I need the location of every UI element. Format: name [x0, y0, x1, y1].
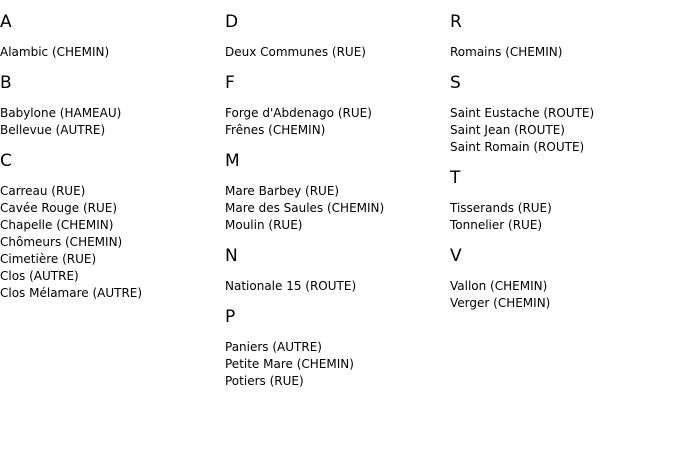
street-link[interactable]: Verger (CHEMIN) — [450, 296, 551, 310]
street-list — [225, 183, 450, 234]
street-link[interactable]: Deux Communes (RUE) — [225, 45, 366, 59]
street-list — [450, 278, 675, 312]
street-list-item — [0, 105, 225, 122]
street-list-item — [0, 268, 225, 285]
street-list-item — [225, 217, 450, 234]
street-list-item — [450, 44, 675, 61]
letter-group — [225, 307, 450, 390]
street-link[interactable]: Nationale 15 (ROUTE) — [225, 279, 357, 293]
street-list-item — [225, 373, 450, 390]
street-link[interactable]: Potiers (RUE) — [225, 374, 304, 388]
index-column — [0, 0, 225, 314]
street-link[interactable]: Bellevue (AUTRE) — [0, 123, 106, 137]
street-link[interactable]: Saint Eustache (ROUTE) — [450, 106, 595, 120]
street-list-item — [450, 122, 675, 139]
street-link[interactable]: Vallon (CHEMIN) — [450, 279, 548, 293]
letter-heading: R — [450, 12, 462, 32]
street-list — [0, 44, 225, 61]
street-list — [450, 44, 675, 61]
street-link[interactable]: Romains (CHEMIN) — [450, 45, 563, 59]
letter-heading: M — [225, 151, 240, 171]
street-link[interactable]: Petite Mare (CHEMIN) — [225, 357, 354, 371]
street-list-item — [225, 278, 450, 295]
letter-heading: P — [225, 307, 236, 327]
street-list-item — [225, 183, 450, 200]
street-link[interactable]: Paniers (AUTRE) — [225, 340, 322, 354]
street-list-item — [225, 122, 450, 139]
street-list-item — [0, 217, 225, 234]
street-list-item — [0, 285, 225, 302]
letter-group — [0, 151, 225, 302]
street-link[interactable]: Carreau (RUE) — [0, 184, 86, 198]
street-list-item — [450, 139, 675, 156]
street-list — [450, 105, 675, 156]
letter-heading: A — [0, 12, 12, 32]
letter-heading: C — [0, 151, 12, 171]
letter-heading: T — [450, 168, 461, 188]
letter-group — [450, 246, 675, 312]
street-link[interactable]: Frênes (CHEMIN) — [225, 123, 326, 137]
street-list-item — [450, 105, 675, 122]
street-list-item — [0, 122, 225, 139]
street-list-item — [450, 217, 675, 234]
street-list-item — [225, 105, 450, 122]
street-list-item — [225, 356, 450, 373]
street-link[interactable]: Babylone (HAMEAU) — [0, 106, 122, 120]
street-link[interactable]: Alambic (CHEMIN) — [0, 45, 110, 59]
letter-group — [225, 151, 450, 234]
index-column — [225, 0, 450, 402]
street-link[interactable]: Cavée Rouge (RUE) — [0, 201, 118, 215]
letter-group — [450, 73, 675, 156]
street-link[interactable]: Tisserands (RUE) — [450, 201, 552, 215]
street-list-item — [0, 251, 225, 268]
letter-group — [450, 12, 675, 61]
street-list-item — [450, 200, 675, 217]
street-link[interactable]: Cimetière (RUE) — [0, 252, 97, 266]
street-link[interactable]: Clos (AUTRE) — [0, 269, 79, 283]
street-link[interactable]: Mare des Saules (CHEMIN) — [225, 201, 385, 215]
street-link[interactable]: Chômeurs (CHEMIN) — [0, 235, 123, 249]
street-list-item — [0, 183, 225, 200]
street-list — [225, 105, 450, 139]
letter-group — [450, 168, 675, 234]
letter-group — [0, 73, 225, 139]
street-list — [450, 200, 675, 234]
letter-group — [225, 73, 450, 139]
letter-heading: V — [450, 246, 462, 266]
letter-group — [225, 12, 450, 61]
street-list — [0, 105, 225, 139]
street-list — [0, 183, 225, 302]
street-link[interactable]: Clos Mélamare (AUTRE) — [0, 286, 143, 300]
street-list-item — [225, 339, 450, 356]
street-link[interactable]: Saint Jean (ROUTE) — [450, 123, 565, 137]
street-list-item — [0, 234, 225, 251]
street-list — [225, 278, 450, 295]
street-list-item — [225, 200, 450, 217]
street-list-item — [0, 200, 225, 217]
street-link[interactable]: Mare Barbey (RUE) — [225, 184, 340, 198]
street-link[interactable]: Forge d'Abdenago (RUE) — [225, 106, 372, 120]
street-list-item — [0, 44, 225, 61]
letter-group — [0, 12, 225, 61]
street-list — [225, 339, 450, 390]
letter-heading: S — [450, 73, 461, 93]
letter-heading: D — [225, 12, 239, 32]
letter-group — [225, 246, 450, 295]
street-list-item — [450, 278, 675, 295]
street-list — [225, 44, 450, 61]
street-link[interactable]: Tonnelier (RUE) — [450, 218, 543, 232]
street-link[interactable]: Moulin (RUE) — [225, 218, 303, 232]
street-list-item — [450, 295, 675, 312]
street-link[interactable]: Saint Romain (ROUTE) — [450, 140, 585, 154]
letter-heading: N — [225, 246, 238, 266]
street-link[interactable]: Chapelle (CHEMIN) — [0, 218, 114, 232]
street-list-item — [225, 44, 450, 61]
letter-heading: B — [0, 73, 12, 93]
index-column — [450, 0, 675, 324]
letter-heading: F — [225, 73, 235, 93]
